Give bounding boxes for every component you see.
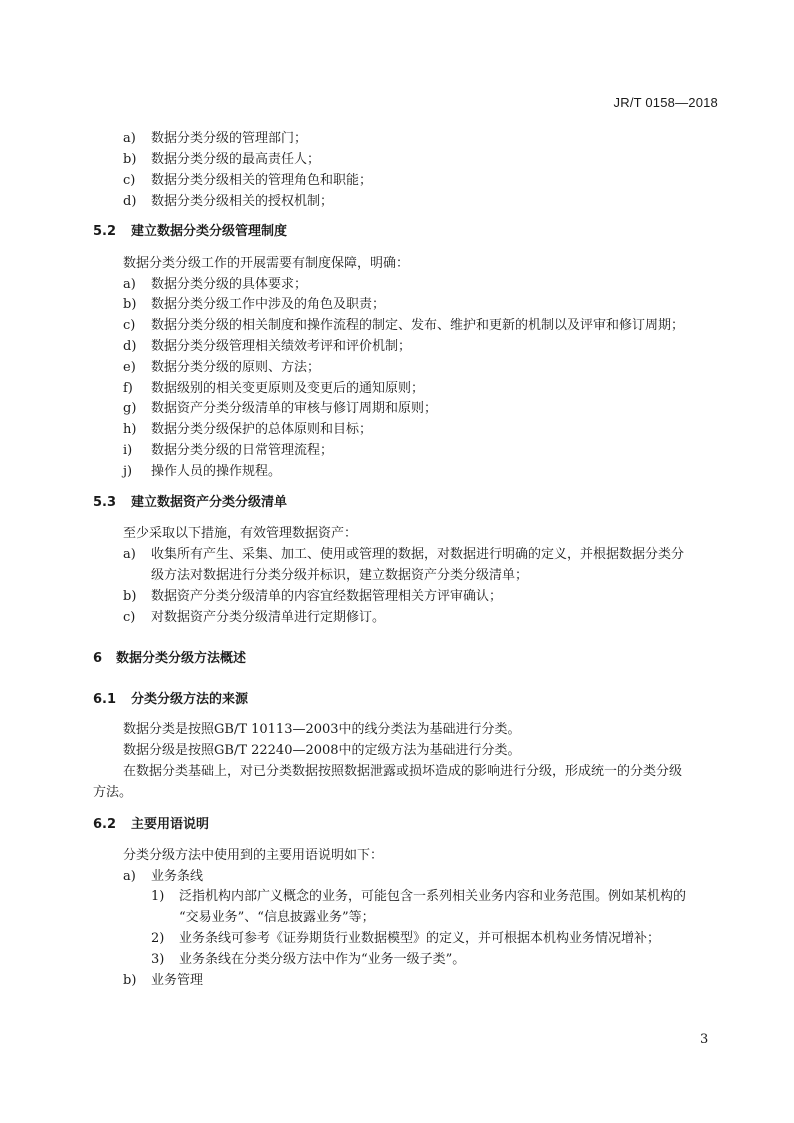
document-code-header: JR/T 0158—2018 (613, 95, 718, 110)
document-page: JR/T 0158—2018 a) 数据分类分级的管理部门； b) 数据分类分级的最高责任人； c) 数据分类分级相关的管理角色和职能； d) 数据分类分级相关的授权机制； 5.2 建立数据分类分级管理制度 数据分类分级工作的开展需要有制度保障，明确： a) 数据分类分级的具体要求； b) 数据分类分级工作中涉及的角色及职责； c) 数据分类分级的相关制度和操作流程的制定、发布、维护和更新的机制以及评审和修订周期； d) 数据分类分级管理相关绩效考评和评价机制； e) 数据分类分级的原则、方法； f) 数据级别的相关变更原则及变更后的通知原则； g) 数据资产分类分级清单的审核与修订周期和原则； h) 数据分类分级保护的总体原则和目标； i) 数据分类分级的日常管理流程； j) 操作人员的操作规程。 5.3 建立数据资产分类分级清单 至少采取以下措施，有效管理数据资产： a) 收集所有产生、采集、加工、使用或管理的数据，对数据进行明确的定义，并根据数据分类分 级方法对数据进行分类分级并标识，建立数据资产分类分级清单； b) 数据资产分类分级清单的内容宜经数据管理相关方评审确认； c) 对数据资产分类分级清单进行定期修订。 6 数据分类分级方法概述 6.1 分类分级方法的来源 数据分类是按照GB/T 10113—2003中的线分类法为基础进行分类。 数据分级是按照GB/T 22240—2008中的定级方法为基础进行分类。 在数据分类基础上，对已分类数据按照数据泄露或损坏造成的影响进行分级，形成统一的分类分级 方法。 6.2 主要用语说明 分类分级方法中使用到的主要用语说明如下： a) 业务条线 1) 泛指机构内部广义概念的业务，可能包含一系列相关业务内容和业务范围。例如某机构的 “交易业务”、“信息披露业务”等； 2) 业务条线可参考《证券期货行业数据模型》的定义，并可根据本机构业务情况增补； 3) 业务条线在分类分级方法中作为“业务一级子类”。 b) 业务管理 3 (93, 95, 718, 1047)
page-number: 3 (700, 1032, 709, 1047)
